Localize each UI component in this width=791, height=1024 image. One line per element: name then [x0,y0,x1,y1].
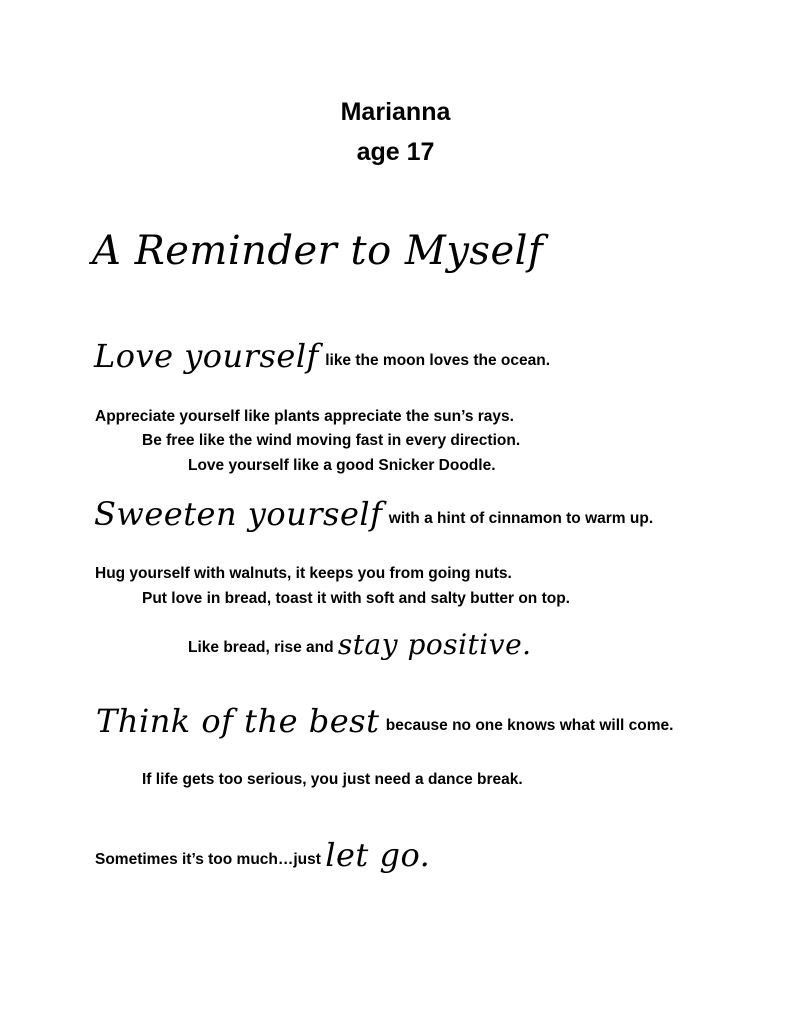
script-phrase: Love yourself [94,337,319,375]
author-age: age 17 [356,138,435,166]
poem-line-3: Be free like the wind moving fast in every direction. [142,432,521,449]
line-text: Sometimes it’s too much…just [95,851,321,868]
poem-title: A Reminder to Myself [92,228,544,274]
line-text: because no one knows what will come. [385,717,674,734]
line-text: with a hint of cinnamon to warm up. [388,510,654,527]
script-phrase: Sweeten yourself [94,495,383,533]
line-text: Like bread, rise and [188,639,334,656]
poem-line-7: Put love in bread, toast it with soft and salty butter on top. [142,590,570,607]
script-phrase: stay positive. [337,628,532,661]
poem-line-6: Hug yourself with walnuts, it keeps you from going nuts. [95,565,512,582]
poem-line-9 [96,702,674,740]
poem-line-8 [188,628,534,661]
poem-line-1 [94,337,551,375]
poem-line-11 [95,836,432,874]
poem-line-5 [94,495,654,533]
poem-line-10: If life gets too serious, you just need a dance break. [142,771,523,788]
line-text: like the moon loves the ocean. [325,352,551,369]
author-name: Marianna [340,98,451,126]
poem-line-2: Appreciate yourself like plants appreciate the sun’s rays. [95,408,514,425]
poem-line-4: Love yourself like a good Snicker Doodle. [188,457,496,474]
script-phrase: Think of the best [96,702,380,740]
script-phrase: let go. [325,836,431,874]
